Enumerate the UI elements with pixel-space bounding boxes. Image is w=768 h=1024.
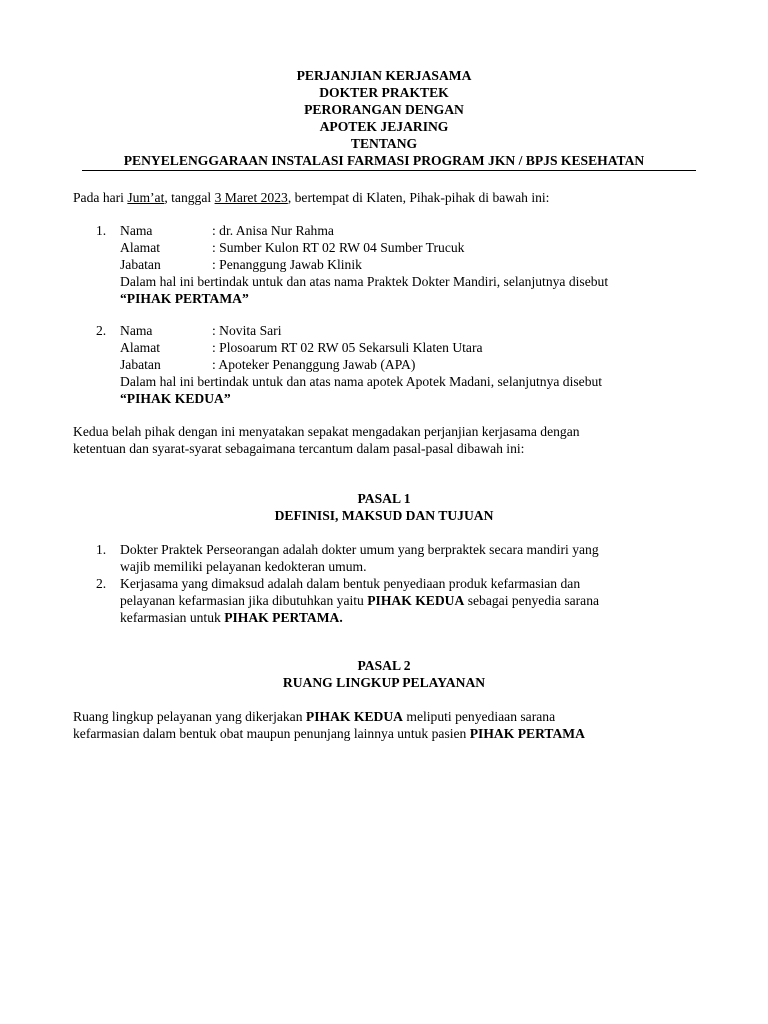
pasal-1-item-2-line-2 (120, 592, 695, 609)
title-underline (82, 170, 696, 171)
title-line-3: PERORANGAN DENGAN (304, 102, 464, 117)
party-2-description: Dalam hal ini bertindak untuk dan atas nama apotek Apotek Madani, selanjutnya disebut (120, 374, 603, 389)
intro-mid: , tanggal (164, 190, 215, 205)
party-2-alamat-label: Alamat (120, 340, 161, 355)
party-2-nama-label: Nama (120, 323, 153, 338)
pasal-1-heading: PASAL 1 (357, 491, 411, 506)
party-2-nama-value: : Novita Sari (212, 323, 282, 338)
agreement-line-2: ketentuan dan syarat-syarat sebagaimana tercantum dalam pasal-pasal dibawah ini: (73, 441, 525, 456)
pasal-2-subheading: RUANG LINGKUP PELAYANAN (282, 675, 486, 690)
intro-prefix: Pada hari (73, 190, 128, 205)
pasal-2-line-1 (73, 708, 695, 725)
intro-suffix: , bertempat di Klaten, Pihak-pihak di bawah ini: (287, 190, 550, 205)
pasal-1-item-1-line-2: wajib memiliki pelayanan kedokteran umum. (120, 559, 367, 574)
party-1-description: Dalam hal ini bertindak untuk dan atas nama Praktek Dokter Mandiri, selanjutnya disebut (120, 274, 609, 289)
party-2-jabatan-value: : Apoteker Penanggung Jawab (APA) (212, 357, 416, 372)
agreement-line-1: Kedua belah pihak dengan ini menyatakan sepakat mengadakan perjanjian kerjasama dengan (73, 424, 580, 439)
party-2-alias: “PIHAK KEDUA” (120, 391, 231, 406)
party-1-alias: “PIHAK PERTAMA” (120, 291, 249, 306)
pasal-1-subheading: DEFINISI, MAKSUD DAN TUJUAN (274, 508, 494, 523)
intro-paragraph (73, 189, 549, 206)
title-line-2: DOKTER PRAKTEK (319, 85, 449, 100)
pasal-1-item-2-line-1: Kerjasama yang dimaksud adalah dalam bentuk penyediaan produk kefarmasian dan (120, 576, 581, 591)
title-line-6: PENYELENGGARAAN INSTALASI FARMASI PROGRAM JKN / BPJS KESEHATAN (123, 153, 645, 168)
party-1-number: 1. (96, 223, 107, 238)
pasal-2-heading: PASAL 2 (357, 658, 411, 673)
pasal-1-item-2-line-3 (120, 609, 343, 626)
party-2-alamat-value: : Plosoarum RT 02 RW 05 Sekarsuli Klaten Utara (212, 340, 483, 355)
title-line-5: TENTANG (350, 136, 418, 151)
pasal-1-item-2-number: 2. (96, 576, 107, 591)
party-1-alamat-label: Alamat (120, 240, 161, 255)
party-1-nama-label: Nama (120, 223, 153, 238)
pasal-2-line-2-bold: PIHAK PERTAMA (469, 726, 585, 741)
title-line-1: PERJANJIAN KERJASAMA (296, 68, 472, 83)
pasal-2-line-2 (73, 725, 585, 742)
pasal-1-item-2-line-2-post: sebagai penyedia sarana (464, 593, 600, 608)
pasal-1-item-1-number: 1. (96, 542, 107, 557)
party-2-jabatan-label: Jabatan (120, 357, 161, 372)
party-1-nama-value: : dr. Anisa Nur Rahma (212, 223, 334, 238)
party-2-number: 2. (96, 323, 107, 338)
pasal-1-item-2-line-3-bold: PIHAK PERTAMA. (224, 610, 343, 625)
pasal-1-item-2-line-3-pre: kefarmasian untuk (120, 610, 225, 625)
pasal-2-line-1-pre: Ruang lingkup pelayanan yang dikerjakan (73, 709, 306, 724)
pasal-1-item-2-line-2-bold: PIHAK KEDUA (367, 593, 465, 608)
title-line-4: APOTEK JEJARING (319, 119, 449, 134)
pasal-2-line-1-post: meliputi penyediaan sarana (402, 709, 556, 724)
intro-date: 3 Maret 2023 (214, 190, 288, 205)
party-1-jabatan-label: Jabatan (120, 257, 161, 272)
intro-day: Jum’at (127, 190, 165, 205)
pasal-1-item-1-line-1: Dokter Praktek Perseorangan adalah dokter umum yang berpraktek secara mandiri yang (120, 542, 599, 557)
pasal-2-line-1-bold: PIHAK KEDUA (305, 709, 403, 724)
pasal-2-line-2-pre: kefarmasian dalam bentuk obat maupun penunjang lainnya untuk pasien (73, 726, 470, 741)
pasal-1-item-2-line-2-pre: pelayanan kefarmasian jika dibutuhkan yaitu (120, 593, 368, 608)
party-1-alamat-value: : Sumber Kulon RT 02 RW 04 Sumber Trucuk (212, 240, 465, 255)
party-1-jabatan-value: : Penanggung Jawab Klinik (212, 257, 362, 272)
